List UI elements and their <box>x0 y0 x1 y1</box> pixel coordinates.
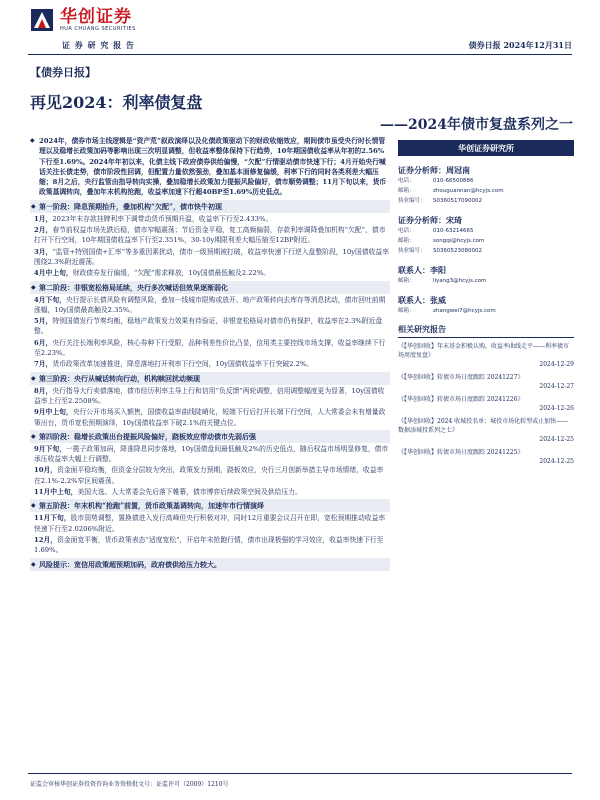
analyst-email-label: 邮箱： <box>398 188 415 194</box>
phase-paragraph <box>30 512 390 534</box>
paragraph-text: 资金面平稳均衡，但资金分层较为突出，政策发力预期，跷板效应，央行三月创新举措主导市场情绪，收益率在2.1%-2.2%窄区间震荡。 <box>34 466 384 485</box>
phase-heading <box>30 430 390 443</box>
phase-heading-text: 第三阶段：央行从喊话转向行动，机构赎回扰动频现 <box>39 373 200 383</box>
paragraph-text: 央行提示长债风险有调整风险，叠加一线城市限购或放开、地产政策转向去库存等消息扰动，债市回吐前期涨幅，10y国债最高触及2.35%。 <box>34 295 386 314</box>
phase-paragraph <box>30 534 390 556</box>
analyst-list <box>398 165 574 256</box>
related-reports-title: 相关研究报告 <box>398 324 574 338</box>
report-subtitle: ——2024年债市复盘系列之一 <box>380 117 573 133</box>
report-body <box>30 136 390 571</box>
diamond-bullet-icon: ◆ <box>31 202 36 210</box>
contact-email-value: liyang3@hcyjs.com <box>433 278 487 284</box>
phase-paragraph <box>30 213 390 224</box>
paragraph-lead: 7月， <box>34 360 53 369</box>
phase-list <box>30 200 390 556</box>
analyst-phone-label: 电话： <box>398 228 415 234</box>
related-report-date: 2024-12-29 <box>539 361 574 368</box>
phase-heading <box>30 372 390 385</box>
diamond-bullet-icon: ◆ <box>31 560 36 568</box>
sidebar <box>398 140 574 466</box>
phase-paragraph <box>30 315 390 337</box>
contact-email-label: 邮箱： <box>398 278 415 284</box>
report-tag: 【债券日报】 <box>30 66 96 79</box>
logo-name: 华创证券 <box>60 6 132 27</box>
paragraph-lead: 4月中上旬， <box>34 269 73 278</box>
related-report-link[interactable]: 《【华创固收】2024 收城投名单：城投市场化转型或止加快——数据添城投系列之七》 <box>398 418 569 434</box>
analyst-name: 证券分析师：周冠南 <box>398 165 470 175</box>
contact-name: 联系人：张威 <box>398 295 446 305</box>
report-date: 债券日报 2024年12月31日 <box>468 40 572 50</box>
paragraph-lead: 9月下旬， <box>34 444 66 453</box>
analyst-email <box>398 186 574 196</box>
analyst-phone-label: 电话： <box>398 178 415 184</box>
contact-card <box>398 295 574 316</box>
phase-paragraph <box>30 246 390 268</box>
related-report-link[interactable]: 《【华创固收】年末基金积极认购，收益率曲线走平——利率债市场周度复盘》 <box>398 343 570 359</box>
paragraph-text: 财政债券发行偏缓，“欠配”需求释放，10y国债最低触及2.22%。 <box>72 269 271 278</box>
analyst-email <box>398 236 574 246</box>
analyst-email-value: zhouguannan@hcyjs.com <box>433 188 504 194</box>
phase-paragraph <box>30 294 390 316</box>
diamond-bullet-icon: ◆ <box>30 137 35 144</box>
diamond-bullet-icon: ◆ <box>31 432 36 440</box>
contact-email <box>398 306 574 316</box>
summary-paragraph <box>30 136 390 198</box>
paragraph-lead: 10月， <box>34 466 58 475</box>
risk-warning <box>30 558 390 571</box>
report-type-label: 证 券 研 究 报 告 <box>62 40 135 50</box>
contact-list <box>398 265 574 316</box>
analyst-license-value: S0360517090002 <box>433 198 482 204</box>
phase-paragraph <box>30 267 390 278</box>
phase-heading-text: 第一阶段：降息预期抬升，叠加机构“欠配”，债市快牛初现 <box>39 201 223 211</box>
related-report-link[interactable]: 《【华创固收】转债市场日度跟踪 20241226》 <box>398 396 524 403</box>
analyst-email-label: 邮箱： <box>398 238 415 244</box>
paragraph-text: 资金面宽平衡，货币政策表态“适度宽松”，开启年末抢跑行情，债市出现极强的学习效应，收益率快速下行至1.69%。 <box>34 535 384 555</box>
paragraph-text: 央行指导大行卖债落地，债市经历利率主导上行和信用“负反馈”两轮调整，信用调整幅度更为显著，10y国债收益率上行至2.2508%。 <box>34 386 385 405</box>
contact-card <box>398 265 574 286</box>
institute-banner: 华创证券研究所 <box>398 140 574 156</box>
analyst-license-value: S0360523080002 <box>433 248 482 254</box>
analyst-license-label: 执业编号： <box>398 198 426 204</box>
paragraph-text: 美国大选、人大常委会先后落下帷幕，债市博弈后续政策空间及供给压力。 <box>77 488 302 497</box>
analyst-phone-value: 010-66500886 <box>433 178 474 184</box>
summary-text: 2024年，债券市场主线逻辑是“资产荒”叙政演绎以及化债政策驱动下的财政收缩效应，期间债市虽受央行时长情管理以及稳增长政策加码等影响出现三次明显调整，但收益率整体保持下行趋势，10年期国债收益率从年初的2.56%下行至1.69%。2024年年初以来，化债主线下政府债券供给偏慢，“欠配”行情驱动债市快速下行；4月开始央行喊话关注长债走势，债市阶段性回调，但配置力量依然强劲，叠加基本面修复偏缓，利率下行的同时各类利差大幅压缩；8月之后，央行监管由指导转向实操，叠加稳增长政策加力提振风险偏好，债市顺势调整；11月下旬以来，货币政策基调转向，叠加年末机构抢跑，收益率加速下行超40BP至1.69%历史低点。 <box>39 137 387 197</box>
analyst-card <box>398 165 574 206</box>
paragraph-lead: 3月， <box>34 247 53 256</box>
phase-heading <box>30 200 390 213</box>
related-report-date: 2024-12-27 <box>539 383 574 390</box>
paragraph-text: 央行公开市场买入额售，国债收益率曲线陡峭化，短端下行后打开长端下行空间，人大常委会未有增量政策出台，货币宽松预期演绎，10y国债收益率下破2.1%的关键点位。 <box>34 408 386 427</box>
contact-email-label: 邮箱： <box>398 308 415 314</box>
report-title: 再见2024：利率债复盘 <box>30 93 203 112</box>
paragraph-text: 货币政策改革加速推进，降息落地打开利率下行空间，10y国债收益率下行突破2.2%。 <box>52 360 314 369</box>
phase-paragraph <box>30 406 390 428</box>
paragraph-lead: 5月， <box>34 317 53 326</box>
logo-mark-icon <box>30 8 54 32</box>
related-report-date: 2024-12-25 <box>539 436 574 443</box>
paragraph-lead: 11月下旬， <box>34 514 71 523</box>
phase-paragraph <box>30 486 390 497</box>
paragraph-text: 春节前权益市场先跌后稳，债市窄幅震荡；节后资金平稳，复工高频偏弱，存款利率调降叠加机构“欠配”，债市打开下行空间，10年期国债收益率下行至2.351%，30-10y期限利差大幅压缩至12BP附近。 <box>34 226 386 245</box>
footer-divider <box>28 773 572 774</box>
related-report-link[interactable]: 《【华创固收】转债市场日度跟踪 20241225》 <box>398 449 524 456</box>
related-report-date: 2024-12-26 <box>539 405 574 412</box>
phase-heading-text: 第四阶段：稳增长政策出台提振风险偏好，跷板效应带动债市先弱后强 <box>39 431 256 441</box>
analyst-license-label: 执业编号： <box>398 248 426 254</box>
footer-disclaimer: 证监会审核华创证券投资咨询业务资格批文号：证监许可（2009）1210号 <box>30 781 229 788</box>
analyst-card <box>398 215 574 256</box>
phase-paragraph <box>30 443 390 465</box>
paragraph-text: 一揽子政策加码，降准降息同步落地，10y国债盘间最低触及2%的历史低点，随后权益市场明显修复，债市承压收益率大幅上行调整。 <box>34 444 389 464</box>
analyst-phone <box>398 226 574 236</box>
analyst-name: 证券分析师：宋琦 <box>398 215 462 225</box>
contact-name: 联系人：李阳 <box>398 265 446 275</box>
contact-email <box>398 276 574 286</box>
company-logo <box>30 6 180 34</box>
header-divider <box>28 54 572 55</box>
paragraph-lead: 4月下旬， <box>34 295 66 304</box>
paragraph-text: 2023年末存款挂牌利率下调带动货币预期升温，收益率下行至2.433%。 <box>52 214 273 223</box>
diamond-bullet-icon: ◆ <box>31 374 36 382</box>
page-header <box>0 0 600 58</box>
related-report-link[interactable]: 《【华创固收】转债市场日度跟踪 20241227》 <box>398 374 524 381</box>
analyst-license <box>398 196 574 206</box>
phase-paragraph <box>30 385 390 407</box>
risk-warning-text: 风险提示：宽信用政策超预期加码，政府债供给压力较大。 <box>39 559 221 569</box>
paragraph-lead: 12月， <box>34 535 58 544</box>
paragraph-lead: 6月， <box>34 338 53 347</box>
analyst-email-value: songqi@hcyjs.com <box>433 238 485 244</box>
related-reports-list <box>398 342 574 466</box>
paragraph-lead: 8月， <box>34 386 53 395</box>
paragraph-lead: 11月中上旬， <box>34 488 78 497</box>
phase-paragraph <box>30 224 390 246</box>
phase-heading-text: 第二阶段：非银宽松格局延续，央行多次喊话但效果逐渐弱化 <box>39 282 228 292</box>
paragraph-lead: 1月， <box>34 214 53 223</box>
phase-paragraph <box>30 358 390 369</box>
logo-english-name: HUA CHUANG SECURITIES <box>60 25 136 32</box>
phase-paragraph <box>30 337 390 359</box>
paragraph-text: 特别国债发行节奏均衡，稳地产政策发力效果有待验证，非银宽松格局对债市仍有保护，收益率在2.3%附近盘整。 <box>34 317 383 336</box>
phase-heading <box>30 499 390 512</box>
paragraph-text: 股市弱势调整，置换债进入发行高峰但央行积极对冲，同时12月重要会议召开在即，宽松预期推动收益率快速下行至2.0206%附近。 <box>34 514 386 533</box>
analyst-phone-value: 010-63214665 <box>433 228 474 234</box>
paragraph-lead: 2月， <box>34 226 53 235</box>
paragraph-text: 央行关注长端利率风险，核心券种下行受限，品种利差性价比凸显，信用类主要控线市场支撑，收益率继续下行至2.23%。 <box>34 338 386 358</box>
paragraph-lead: 9月中上旬， <box>34 408 73 417</box>
phase-heading <box>30 281 390 294</box>
contact-email-value: zhangwei7@hcyjs.com <box>433 308 496 314</box>
phase-paragraph <box>30 464 390 486</box>
analyst-license <box>398 246 574 256</box>
diamond-bullet-icon: ◆ <box>31 502 36 510</box>
analyst-phone <box>398 176 574 186</box>
phase-heading-text: 第五阶段：年末机构“抢跑”前置，货币政策基调转向，加速年市行情演绎 <box>39 501 265 511</box>
paragraph-text: “监管+特别国债+汇率”等多重因素扰动，债市一级预期被打破，收益率快速下行逆入盘整阶段，10y国债收益率围绕2.3%附近震荡。 <box>34 247 390 266</box>
related-report-date: 2024-12-25 <box>539 458 574 465</box>
diamond-bullet-icon: ◆ <box>31 283 36 291</box>
